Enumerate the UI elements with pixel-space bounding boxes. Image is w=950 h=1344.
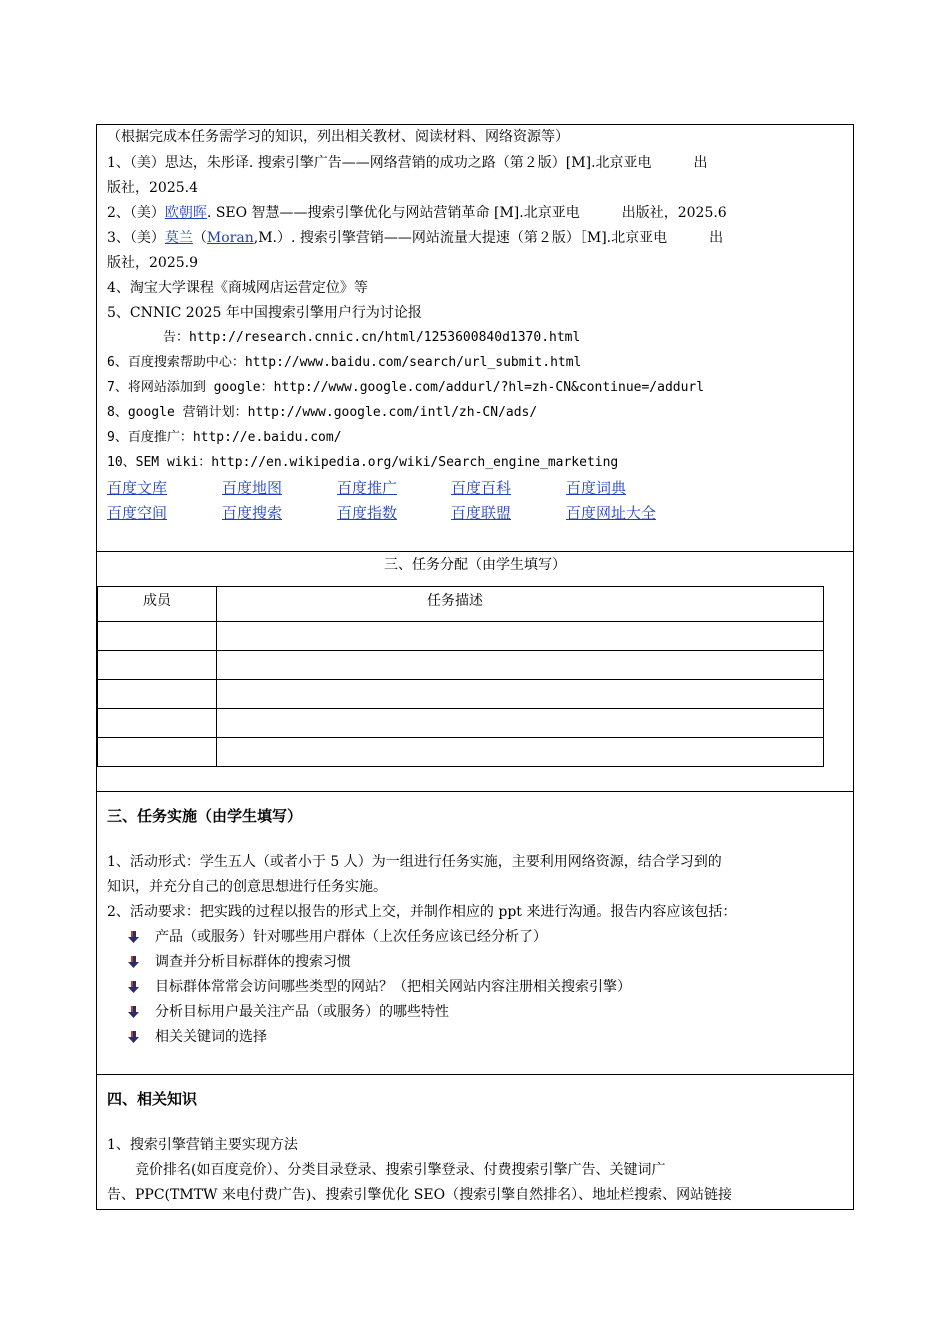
implementation-heading: 三、任务实施（由学生填写） <box>107 809 303 825</box>
section-divider <box>97 551 853 552</box>
table-row <box>98 738 824 767</box>
task-cell[interactable] <box>217 738 824 767</box>
link-baidu-baike[interactable]: 百度百科 <box>451 479 512 497</box>
member-cell[interactable] <box>98 622 217 651</box>
link-baidu-zhishu[interactable]: 百度指数 <box>337 504 398 522</box>
link-baidu-wenku[interactable]: 百度文库 <box>107 479 168 497</box>
reference-1: 1、（美）思达，朱彤译. 搜索引擎广告——网络营销的成功之路（第２版）[M].北京亚电 出 <box>107 155 708 171</box>
header-task-description: 任务描述 <box>217 587 824 622</box>
reference-7: 7、将网站添加到 google：http://www.google.com/addurl/?hl=zh-CN&continue=/addurl <box>107 380 705 395</box>
reference-2-rest: . SEO 智慧——搜索引擎优化与网站营销革命 [M].北京亚电 出版社，2025.6 <box>206 205 727 221</box>
assignment-title: 三、任务分配（由学生填写） <box>384 557 566 573</box>
reference-8: 8、google 营销计划：http://www.google.com/intl/zh-CN/ads/ <box>107 405 538 420</box>
reference-5-url: 告：http://research.cnnic.cn/html/1253600840d1370.html <box>163 330 581 345</box>
link-baidu-tuiguang[interactable]: 百度推广 <box>337 479 398 497</box>
requirement-item: 调查并分析目标群体的搜索习惯 <box>155 954 351 970</box>
reference-3-paren: （ <box>192 230 207 246</box>
reference-2 <box>107 203 727 223</box>
task-assignment-table <box>97 586 824 767</box>
link-baidu-ditu[interactable]: 百度地图 <box>222 479 283 497</box>
references-intro: （根据完成本任务需学习的知识，列出相关教材、阅读材料、网络资源等） <box>107 129 569 145</box>
knowledge-item-1: 1、搜索引擎营销主要实现方法 <box>107 1137 298 1153</box>
author-link-moran[interactable]: Moran <box>206 230 254 246</box>
reference-2-prefix: 2、（美） <box>107 205 165 221</box>
table-row <box>98 680 824 709</box>
implementation-p1: 1、活动形式：学生五人（或者小于 5 人）为一组进行任务实施，主要利用网络资源，结合学习到的 <box>107 854 722 870</box>
table-row <box>98 622 824 651</box>
requirement-item: 目标群体常常会访问哪些类型的网站？（把相关网站内容注册相关搜索引擎） <box>155 979 631 995</box>
knowledge-item-1-desc-cont: 告、PPC(TMTW 来电付费广告)、搜索引擎优化 SEO（搜索引擎自然排名）、地址栏搜索、网站链接 <box>107 1187 733 1203</box>
task-cell[interactable] <box>217 709 824 738</box>
header-member: 成员 <box>98 587 217 622</box>
arrow-down-bullet-icon <box>127 1006 140 1019</box>
reference-3 <box>107 228 723 248</box>
table-header-row <box>98 587 824 622</box>
member-cell[interactable] <box>98 651 217 680</box>
reference-10: 10、SEM wiki：http://en.wikipedia.org/wiki/Search_engine_marketing <box>107 455 619 470</box>
author-link-ouzhaohui[interactable]: 欧朝晖 <box>164 205 207 221</box>
table-row <box>98 651 824 680</box>
task-cell[interactable] <box>217 680 824 709</box>
arrow-down-bullet-icon <box>127 956 140 969</box>
arrow-down-bullet-icon <box>127 981 140 994</box>
arrow-down-bullet-icon <box>127 931 140 944</box>
document-frame <box>96 124 854 1210</box>
member-cell[interactable] <box>98 680 217 709</box>
reference-4: 4、淘宝大学课程《商城网店运营定位》等 <box>107 280 368 296</box>
task-cell[interactable] <box>217 622 824 651</box>
link-baidu-sousuo[interactable]: 百度搜索 <box>222 504 283 522</box>
reference-3-rest: ,M.）. 搜索引擎营销——网站流量大提速（第２版）［M].北京亚电 出 <box>253 230 724 246</box>
link-baidu-lianmeng[interactable]: 百度联盟 <box>451 504 512 522</box>
link-baidu-kongjian[interactable]: 百度空间 <box>107 504 168 522</box>
knowledge-item-1-desc: 竞价排名(如百度竞价）、分类目录登录、搜索引擎登录、付费搜索引擎广告、关键词广 <box>135 1162 666 1178</box>
reference-6: 6、百度搜索帮助中心：http://www.baidu.com/search/url_submit.html <box>107 355 582 370</box>
requirement-item: 产品（或服务）针对哪些用户群体（上次任务应该已经分析了） <box>155 929 547 945</box>
requirement-item: 分析目标用户最关注产品（或服务）的哪些特性 <box>155 1004 449 1020</box>
link-baidu-cidian[interactable]: 百度词典 <box>566 479 627 497</box>
implementation-p2: 2、活动要求：把实践的过程以报告的形式上交，并制作相应的 ppt 来进行沟通。报告内容应该包括： <box>107 904 737 920</box>
implementation-p1-cont: 知识，并充分自己的创意思想进行任务实施。 <box>107 879 387 895</box>
arrow-down-bullet-icon <box>127 1031 140 1044</box>
reference-9: 9、百度推广：http://e.baidu.com/ <box>107 430 342 445</box>
link-baidu-wangzhi-daquan[interactable]: 百度网址大全 <box>566 504 657 522</box>
reference-1-cont: 版社，2025.4 <box>107 180 198 196</box>
reference-3-cont: 版社，2025.9 <box>107 255 198 271</box>
member-cell[interactable] <box>98 709 217 738</box>
section-divider <box>97 1074 853 1075</box>
requirement-item: 相关关键词的选择 <box>155 1029 267 1045</box>
member-cell[interactable] <box>98 738 217 767</box>
reference-3-prefix: 3、（美） <box>107 230 165 246</box>
section-divider <box>97 791 853 792</box>
reference-5: 5、CNNIC 2025 年中国搜索引擎用户行为讨论报 <box>107 305 422 321</box>
knowledge-heading: 四、相关知识 <box>107 1092 198 1108</box>
task-cell[interactable] <box>217 651 824 680</box>
author-link-molan[interactable]: 莫兰 <box>164 230 193 246</box>
table-row <box>98 709 824 738</box>
